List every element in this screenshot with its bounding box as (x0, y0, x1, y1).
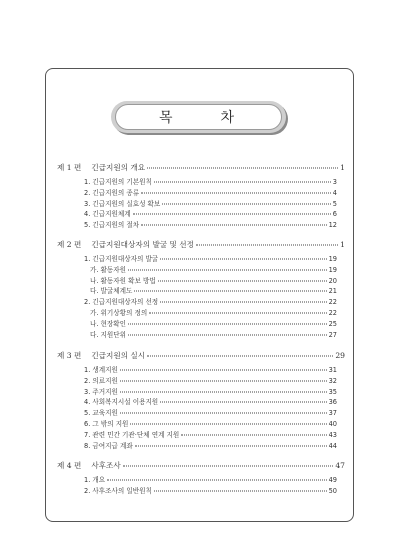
toc-subsection[interactable] (90, 318, 337, 328)
entry-page-number: 20 (328, 276, 337, 285)
dot-leader (141, 192, 331, 193)
dot-leader (160, 402, 326, 403)
entry-page-number: 50 (328, 486, 337, 495)
entry-page-number: 19 (328, 255, 337, 263)
dot-leader (162, 203, 331, 204)
chapter-number: 제 2 편 (57, 240, 82, 249)
entry-page-number: 3 (332, 178, 337, 186)
entry-page-number: 31 (328, 366, 337, 374)
dot-leader (120, 413, 327, 414)
entry-page-number: 32 (328, 376, 337, 385)
entry-title: 4. 사회복지시설 이용지원 (84, 398, 159, 407)
toc-subsection[interactable] (90, 329, 337, 339)
entry-page-number: 6 (332, 210, 337, 219)
chapter-number: 제 1 편 (57, 163, 82, 172)
entry-title: 가. 활동자원 (90, 265, 127, 274)
entry-title: 1. 개요 (84, 476, 106, 484)
dot-leader (141, 225, 327, 226)
dot-leader (160, 259, 326, 260)
toc-section[interactable] (84, 219, 337, 229)
entry-title: 2. 긴급지원의 종류 (84, 188, 140, 197)
chapter-page-number: 47 (335, 461, 345, 470)
entry-title: 4. 긴급지원체계 (84, 210, 131, 219)
dot-leader (160, 302, 326, 303)
entry-page-number: 22 (328, 309, 337, 317)
entry-title: 가. 위기상황의 정의 (90, 309, 148, 317)
toc-section[interactable] (84, 418, 337, 428)
dot-leader (149, 313, 326, 314)
toc-section[interactable] (84, 440, 337, 450)
toc-section[interactable] (84, 396, 337, 406)
dot-leader (135, 445, 327, 446)
dot-leader (120, 391, 327, 392)
toc-section[interactable] (84, 253, 337, 263)
entry-page-number: 37 (328, 409, 337, 418)
toc-title (115, 104, 282, 130)
toc-subsection[interactable] (90, 264, 337, 274)
chapter-page-number: 29 (335, 351, 345, 360)
dot-leader (120, 380, 327, 381)
entry-title: 2. 긴급지원대상자의 선정 (84, 298, 159, 307)
entry-page-number: 36 (328, 398, 337, 407)
entry-title: 다. 지원단위 (90, 330, 127, 339)
toc-title-banner (111, 101, 286, 133)
dot-leader (181, 434, 326, 435)
entry-page-number: 12 (328, 221, 337, 230)
toc-subsection[interactable] (90, 285, 337, 295)
entry-page-number: 5 (332, 199, 337, 208)
dot-leader (154, 490, 327, 491)
toc-chapter[interactable] (57, 350, 345, 361)
entry-title: 1. 긴급지원대상자의 발굴 (84, 255, 159, 263)
entry-title: 7. 관련 민간 기관·단체 연계 지원 (84, 430, 180, 439)
dot-leader (158, 280, 327, 281)
toc-section[interactable] (84, 407, 337, 417)
chapter-page-number: 1 (340, 163, 345, 172)
dot-leader (123, 466, 334, 467)
dot-leader (147, 356, 333, 357)
entry-page-number: 35 (328, 387, 337, 396)
dot-leader (133, 214, 331, 215)
entry-title: 다. 발굴체계도 (90, 287, 133, 296)
chapter-page-number: 1 (340, 240, 345, 249)
dot-leader (128, 334, 327, 335)
chapter-title: 긴급지원의 실시 (91, 351, 146, 360)
toc-title-right: 차 (220, 110, 239, 126)
dot-leader (128, 323, 327, 324)
entry-title: 8. 금여지급 계좌 (84, 441, 133, 450)
chapter-title: 긴급지원대상자의 발굴 및 선정 (91, 240, 194, 249)
toc-chapter[interactable] (57, 239, 345, 250)
toc-section[interactable] (84, 429, 337, 439)
toc-section[interactable] (84, 364, 337, 374)
entry-title: 1. 긴급지원의 기본원칙 (84, 178, 152, 186)
dot-leader (154, 182, 331, 183)
entry-page-number: 19 (328, 265, 337, 274)
entry-page-number: 4 (332, 188, 337, 197)
dot-leader (128, 269, 327, 270)
toc-section[interactable] (84, 386, 337, 396)
toc-chapter[interactable] (57, 460, 345, 471)
entry-title: 나. 활동자원 확보 방법 (90, 276, 156, 285)
dot-leader (120, 370, 327, 371)
entry-title: 1. 생계지원 (84, 366, 118, 374)
toc-section[interactable] (84, 474, 337, 484)
chapter-title: 사후조사 (91, 461, 121, 470)
entry-title: 나. 현장확인 (90, 319, 127, 328)
entry-page-number: 22 (328, 298, 337, 307)
toc-section[interactable] (84, 208, 337, 218)
entry-title: 2. 의료지원 (84, 376, 118, 385)
chapter-number: 제 3 편 (57, 351, 82, 360)
toc-subsection[interactable] (90, 275, 337, 285)
dot-leader (107, 480, 326, 481)
entry-page-number: 21 (328, 287, 337, 296)
chapter-number: 제 4 편 (57, 461, 82, 470)
toc-title-left: 목 (158, 110, 177, 126)
entry-title: 5. 교육지원 (84, 409, 118, 418)
toc-section[interactable] (84, 187, 337, 197)
toc-chapter[interactable] (57, 162, 345, 173)
entry-page-number: 49 (328, 476, 337, 484)
entry-title: 3. 주거지원 (84, 387, 118, 396)
entry-page-number: 25 (328, 319, 337, 328)
dot-leader (196, 245, 338, 246)
entry-title: 2. 사후조사의 일반원칙 (84, 486, 152, 495)
entry-page-number: 43 (328, 430, 337, 439)
toc-section[interactable] (84, 198, 337, 208)
toc-section[interactable] (84, 176, 337, 186)
toc-subsection[interactable] (90, 307, 337, 317)
dot-leader (134, 291, 326, 292)
chapter-title: 긴급지원의 개요 (91, 163, 146, 172)
toc-section[interactable] (84, 485, 337, 495)
entry-title: 3. 긴급지원의 실효성 확보 (84, 199, 161, 208)
dot-leader (147, 168, 338, 169)
toc-section[interactable] (84, 296, 337, 306)
entry-page-number: 27 (328, 330, 337, 339)
entry-page-number: 40 (328, 420, 337, 428)
entry-page-number: 44 (328, 441, 337, 450)
toc-section[interactable] (84, 375, 337, 385)
dot-leader (130, 424, 326, 425)
entry-title: 5. 긴급지원의 절차 (84, 221, 140, 230)
entry-title: 6. 그 밖의 지원 (84, 420, 129, 428)
